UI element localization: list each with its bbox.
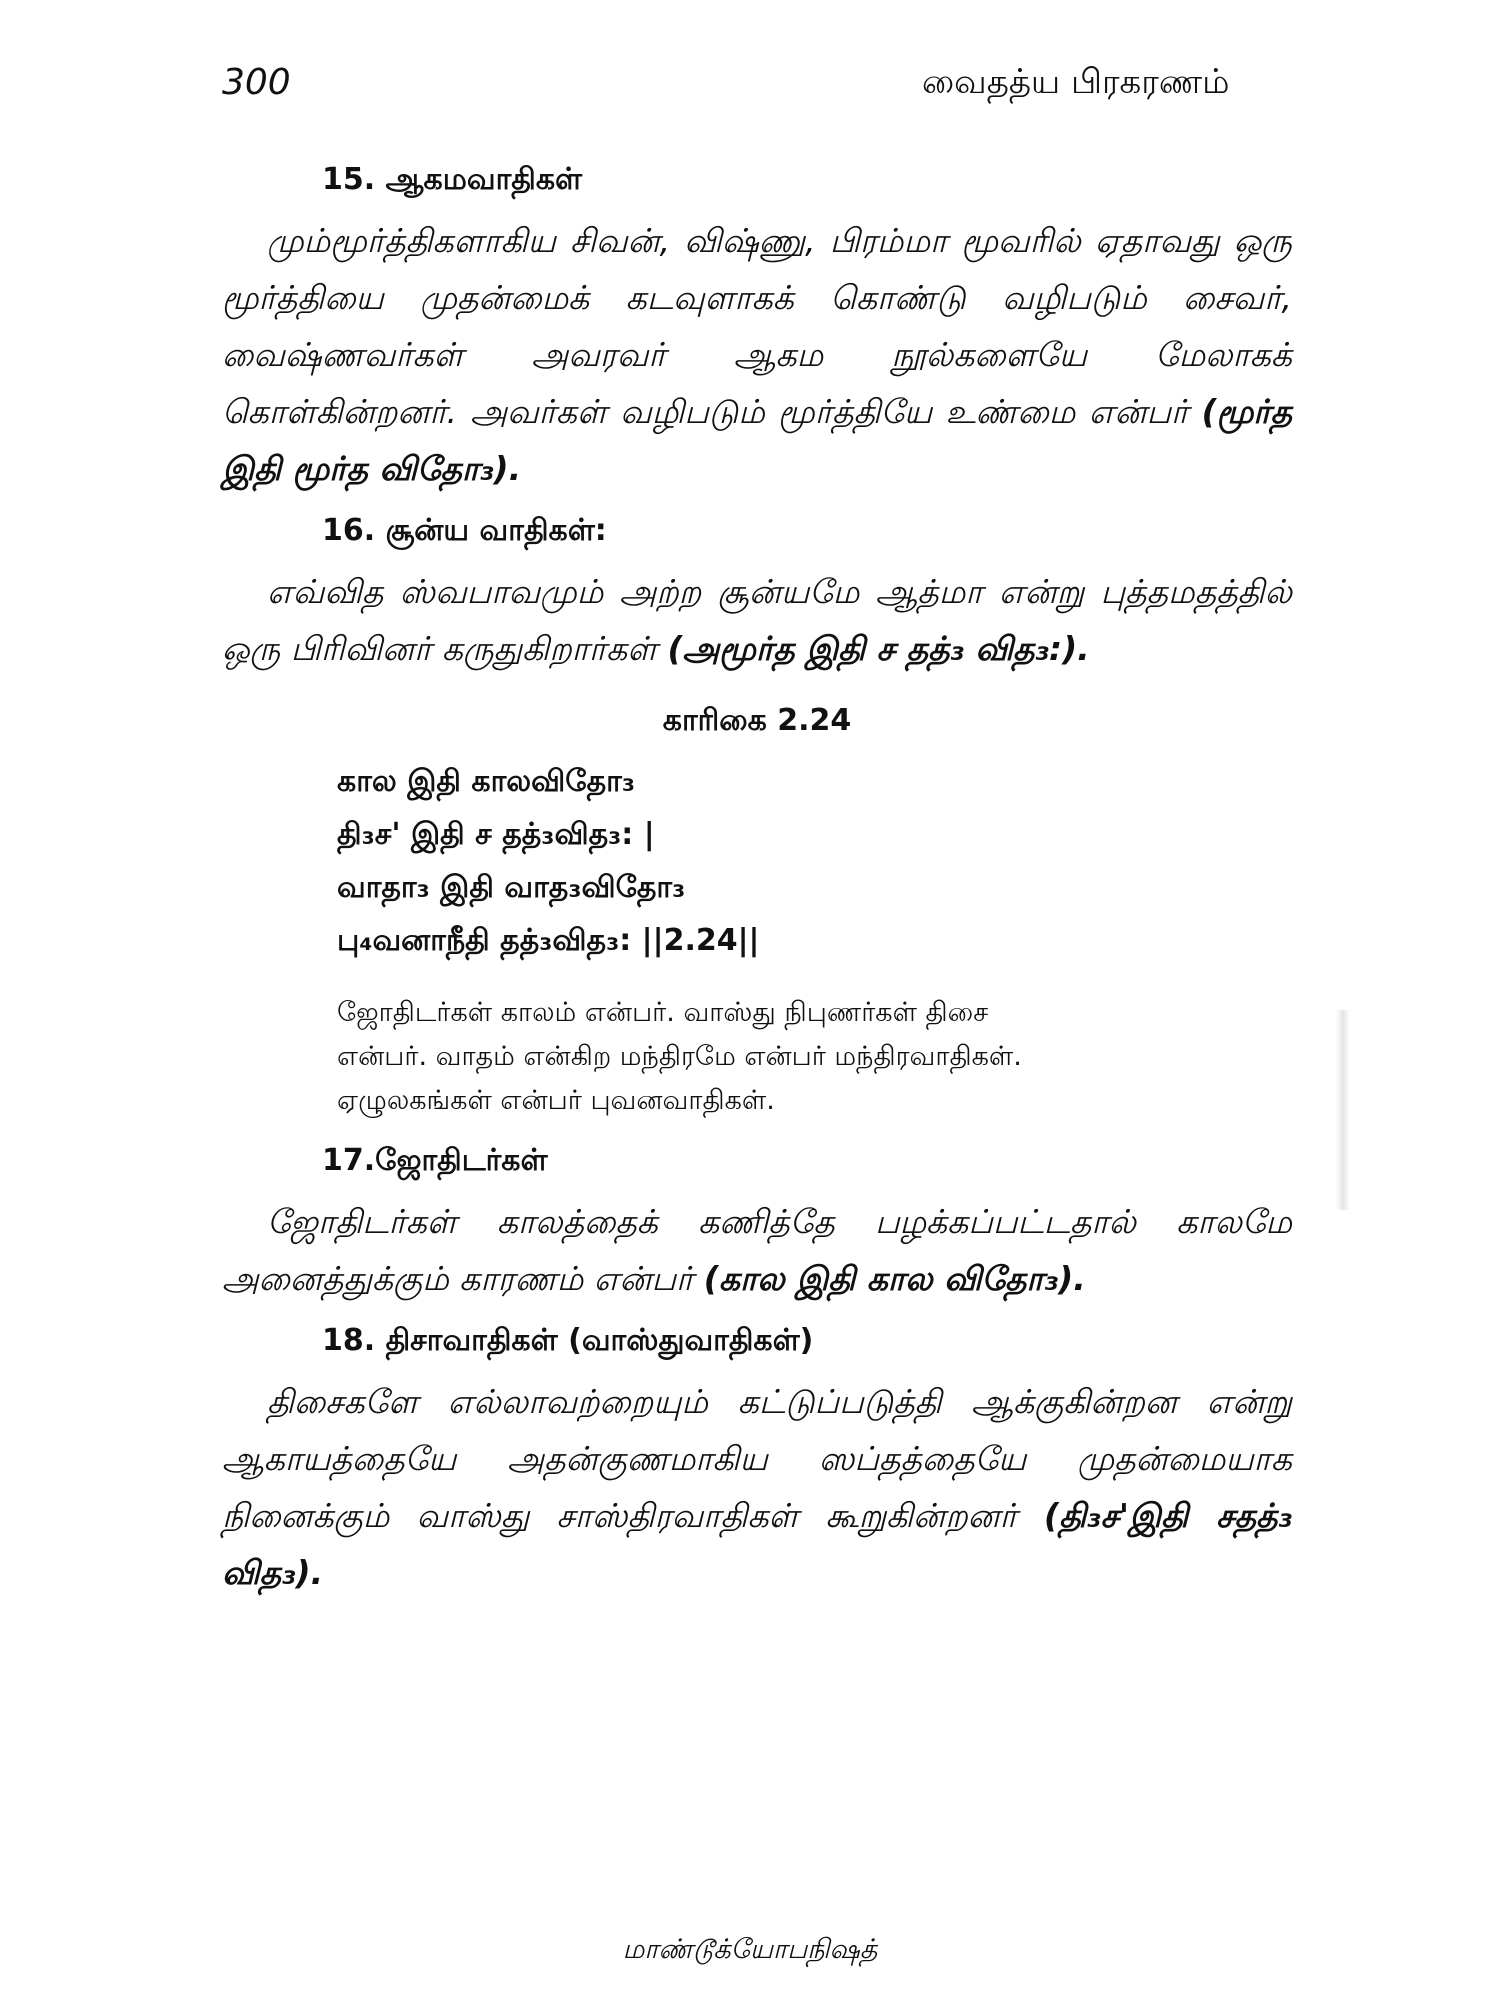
paragraph-reference: (மூர்த இதி மூர்த விதோ₃). — [222, 392, 1292, 488]
section-heading: 15. ஆகமவாதிகள் — [322, 162, 583, 197]
page-number: 300 — [222, 62, 291, 103]
paragraph-reference: (கால இதி கால விதோ₃). — [703, 1259, 1086, 1298]
verse-line: தி₃ச' இதி ச தத்₃வித₃: | — [337, 817, 655, 852]
section-heading: 18. திசாவாதிகள் (வாஸ்துவாதிகள்) — [322, 1323, 814, 1358]
section-paragraph — [222, 1373, 1292, 1601]
paragraph-reference: (தி₃ச'இதி சதத்₃ வித₃). — [222, 1496, 1292, 1592]
scan-edge-shadow — [1336, 1010, 1350, 1210]
section-heading: 16. சூன்ய வாதிகள்: — [322, 513, 607, 548]
verse-line: வாதா₃ இதி வாத₃விதோ₃ — [337, 870, 686, 905]
section-17 — [222, 1141, 1292, 1307]
paragraph-text: திசைகளே எல்லாவற்றையும் கட்டுப்படுத்தி ஆக்குகின்றன என்று ஆகாயத்தையே அதன்குணமாகிய ஸப்தத்தையே முதன்மையாக நினைக்கும் வாஸ்து சாஸ்திரவாதிகள் கூறுகின்றனர் — [222, 1382, 1292, 1535]
verse-line: கால இதி காலவிதோ₃ — [337, 764, 635, 799]
paragraph-text: எவ்வித ஸ்வபாவமும் அற்ற சூன்யமே ஆத்மா என்று புத்தமதத்தில் ஒரு பிரிவினர் கருதுகிறார்கள் — [222, 572, 1292, 668]
section-15 — [222, 160, 1292, 497]
gloss-line: என்பர். வாதம் என்கிற மந்திரமே என்பர் மந்திரவாதிகள். — [337, 1041, 1022, 1072]
paragraph-text: மும்மூர்த்திகளாகிய சிவன், விஷ்ணு, பிரம்மா மூவரில் ஏதாவது ஒரு மூர்த்தியை முதன்மைக் கடவுளாகக் கொண்டு வழிபடும் சைவர், வைஷ்ணவர்கள் அவரவர் ஆகம நூல்களையே மேலாகக் கொள்கின்றனர். அவர்கள் வழிபடும் மூர்த்தியே உண்மை என்பர் — [222, 221, 1292, 431]
karika-block — [222, 699, 1292, 1123]
paragraph-reference: (அமூர்த இதி ச தத்₃ வித₃:). — [667, 629, 1090, 668]
karika-title: காரிகை 2.24 — [662, 703, 852, 738]
section-paragraph — [222, 563, 1292, 677]
running-title: வைதத்ய பிரகரணம் — [922, 62, 1230, 102]
section-paragraph — [222, 212, 1292, 497]
section-heading: 17.ஜோதிடர்கள் — [322, 1143, 548, 1178]
karika-verse — [337, 755, 1292, 967]
gloss-line: ஜோதிடர்கள் காலம் என்பர். வாஸ்து நிபுணர்கள் திசை — [337, 997, 989, 1028]
gloss-line: ஏழுலகங்கள் என்பர் புவனவாதிகள். — [337, 1085, 775, 1116]
verse-line: பு₄வனாநீதி தத்₃வித₃: ||2.24|| — [337, 923, 760, 958]
paragraph-text: ஜோதிடர்கள் காலத்தைக் கணித்தே பழக்கப்பட்டதால் காலமே அனைத்துக்கும் காரணம் என்பர் — [222, 1202, 1292, 1298]
karika-gloss — [337, 991, 1217, 1123]
section-16 — [222, 511, 1292, 677]
section-18 — [222, 1321, 1292, 1601]
section-paragraph — [222, 1193, 1292, 1307]
footer-book-title: மாண்டூக்யோபநிஷத் — [622, 1934, 878, 1965]
page-body — [222, 160, 1292, 1601]
